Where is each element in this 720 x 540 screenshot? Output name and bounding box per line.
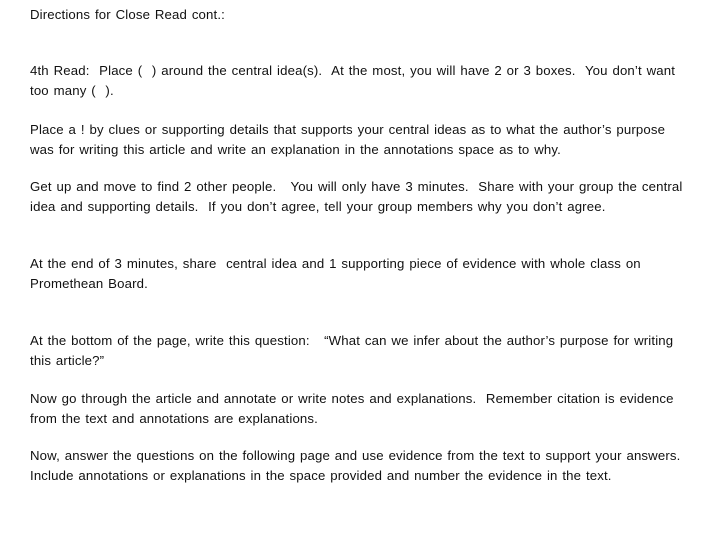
paragraph-group-share: Get up and move to find 2 other people. You will only have 3 minutes. Share with your group the central idea and supporting details. If you don’t agree, tell your group members why you don’t agree.: [30, 179, 688, 214]
paragraph-place-exclamation: Place a ! by clues or supporting details that supports your central ideas as to what the author’s purpose was for writing this article and write an explanation in the annotations space as to why.: [30, 122, 670, 157]
paragraph-4th-read: 4th Read: Place ( ) around the central idea(s). At the most, you will have 2 or 3 boxes. You don’t want too many ( ).: [30, 63, 680, 98]
paragraph-write-question: At the bottom of the page, write this question: “What can we infer about the author’s purpose for writing this article?”: [30, 333, 679, 368]
paragraph-annotate: Now go through the article and annotate or write notes and explanations. Remember citation is evidence from the text and annotations are explanations.: [30, 391, 679, 426]
paragraph-answer-questions: Now, answer the questions on the following page and use evidence from the text to support your answers. Include annotations or explanations in the space provided and number the evidence in the text.: [30, 448, 691, 483]
document-title: Directions for Close Read cont.:: [30, 7, 225, 22]
paragraph-class-share: At the end of 3 minutes, share central idea and 1 supporting piece of evidence with whole class on Promethean Board.: [30, 256, 646, 291]
